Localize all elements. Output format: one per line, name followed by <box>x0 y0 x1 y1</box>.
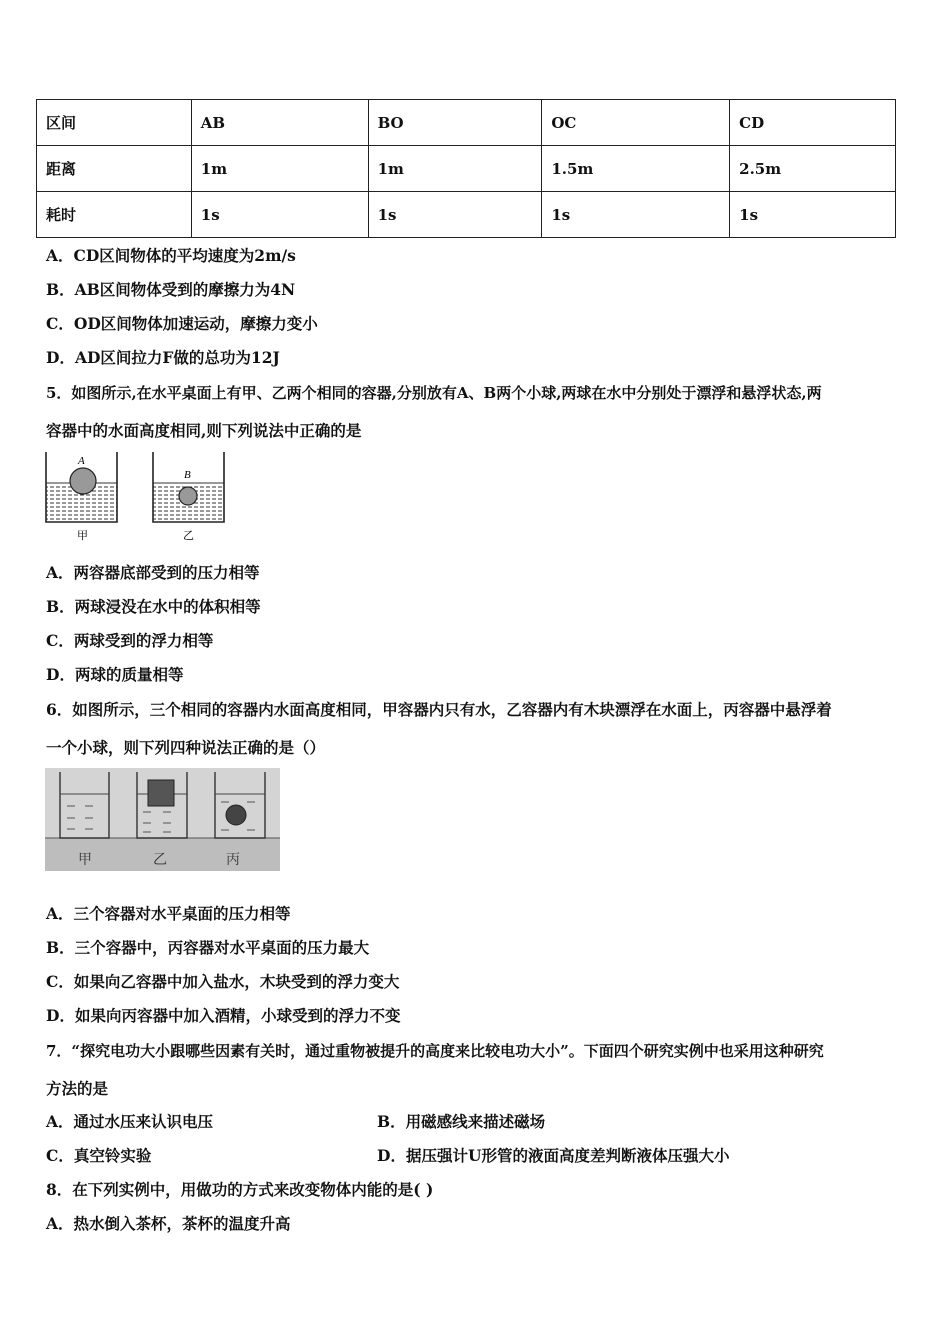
wood-block <box>148 780 174 806</box>
q7-option-a: A．通过水压来认识电压 <box>46 1112 214 1131</box>
table-cell: 距离 <box>37 146 192 192</box>
q8-stem: 8．在下列实例中，用做功的方式来改变物体内能的是( ) <box>46 1180 434 1199</box>
q4-option-b: B．AB区间物体受到的摩擦力为4N <box>46 280 296 299</box>
q6-stem-line1: 6．如图所示，三个相同的容器内水面高度相同，甲容器内只有水，乙容器内有木块漂浮在水面上，丙容器中悬浮着 <box>46 700 832 719</box>
q5-figure-containers <box>44 450 234 545</box>
table-cell: 1s <box>368 192 542 238</box>
q5-option-d: D．两球的质量相等 <box>46 665 184 684</box>
q5-option-c: C．两球受到的浮力相等 <box>46 631 214 650</box>
table-cell: OC <box>542 100 730 146</box>
table-row <box>37 100 896 146</box>
table-cell: CD <box>730 100 896 146</box>
table-cell: 区间 <box>37 100 192 146</box>
q4-option-c: C．OD区间物体加速运动，摩擦力变小 <box>46 314 318 333</box>
label-yi: 乙 <box>183 529 194 542</box>
table-cell: 1s <box>191 192 368 238</box>
q6-option-d: D．如果向丙容器中加入酒精，小球受到的浮力不变 <box>46 1006 401 1025</box>
ball-a <box>70 468 96 494</box>
suspended-ball <box>226 805 246 825</box>
table-cell: AB <box>191 100 368 146</box>
table-cell: 1s <box>542 192 730 238</box>
label-jia: 甲 <box>78 852 92 868</box>
table-cell: 耗时 <box>37 192 192 238</box>
table-cell: 1m <box>368 146 542 192</box>
ball-b-label: B <box>184 469 191 481</box>
table-cell: 1m <box>191 146 368 192</box>
q7-option-d: D．据压强计U形管的液面高度差判断液体压强大小 <box>377 1146 730 1165</box>
q6-option-a: A．三个容器对水平桌面的压力相等 <box>46 904 291 923</box>
q6-figure-containers <box>45 768 280 871</box>
container-yi <box>153 452 224 522</box>
q8-option-a: A．热水倒入茶杯，茶杯的温度升高 <box>46 1214 291 1233</box>
table-row <box>37 146 896 192</box>
q7-stem-line2: 方法的是 <box>46 1079 109 1098</box>
q5-stem-line2: 容器中的水面高度相同,则下列说法中正确的是 <box>46 421 362 440</box>
q7-option-b: B．用磁感线来描述磁场 <box>377 1112 546 1131</box>
label-jia: 甲 <box>77 529 88 542</box>
table-cell: 2.5m <box>730 146 896 192</box>
table-cell: 1s <box>730 192 896 238</box>
table-cell: 1.5m <box>542 146 730 192</box>
q6-option-c: C．如果向乙容器中加入盐水，木块受到的浮力变大 <box>46 972 400 991</box>
q6-stem-line2: 一个小球，则下列四种说法正确的是（） <box>46 738 326 757</box>
q7-option-c: C．真空铃实验 <box>46 1146 152 1165</box>
data-table <box>36 99 896 238</box>
ball-a-label: A <box>78 455 85 467</box>
q5-option-a: A．两容器底部受到的压力相等 <box>46 563 260 582</box>
q4-option-d: D．AD区间拉力F做的总功为12J <box>46 348 280 367</box>
q7-stem-line1: 7．“探究电功大小跟哪些因素有关时，通过重物被提升的高度来比较电功大小”。下面四个研究实例中也采用这种研究 <box>46 1042 824 1060</box>
label-yi: 乙 <box>153 852 167 868</box>
label-bing: 丙 <box>226 852 240 868</box>
q5-stem-line1: 5．如图所示,在水平桌面上有甲、乙两个相同的容器,分别放有A、B两个小球,两球在水中分别处于漂浮和悬浮状态,两 <box>46 384 822 402</box>
table-row <box>37 192 896 238</box>
q6-option-b: B．三个容器中，丙容器对水平桌面的压力最大 <box>46 938 370 957</box>
ball-b <box>179 487 197 505</box>
table-cell: BO <box>368 100 542 146</box>
q4-option-a: A．CD区间物体的平均速度为2m/s <box>46 246 296 265</box>
q5-option-b: B．两球浸没在水中的体积相等 <box>46 597 261 616</box>
container-jia <box>46 452 117 522</box>
